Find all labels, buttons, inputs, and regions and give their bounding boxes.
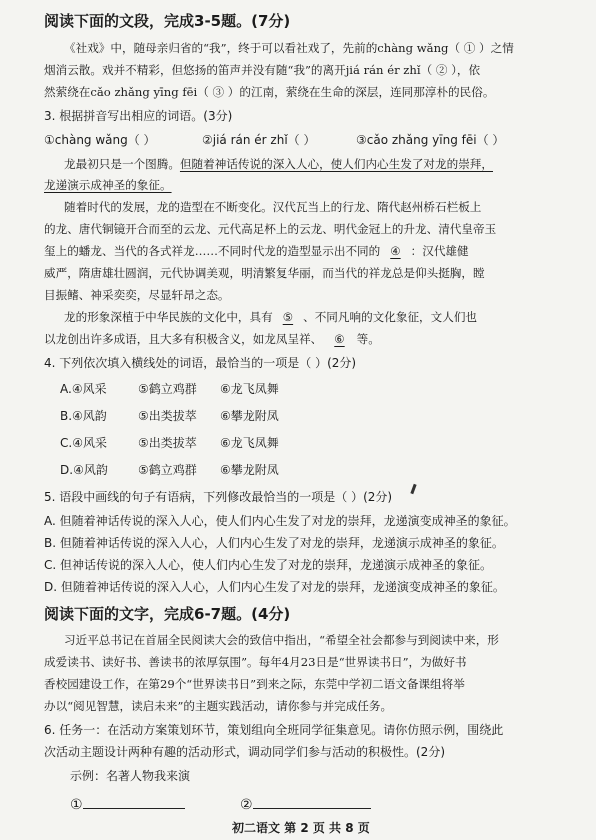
pen-mark [410,484,416,494]
passage3-line: 香校园建设工作，在第29个“世界读书日”到来之际，东莞中学初二语文备课组将举 [44,677,465,691]
q6-example: 示例：名著人物我来演 [70,769,191,783]
passage2-p3-text-b: 、不同凡响的文化象征，文人们也 [303,310,478,324]
option-word-4: ④风韵 [72,409,107,423]
blank-5: ⑤ [282,310,294,324]
q4-option-c-word6: ⑥龙飞凤舞 [220,436,279,450]
q6-answer-1[interactable] [70,796,185,813]
answer-1-line[interactable] [83,796,185,809]
option-word-4: ④风韵 [73,463,108,477]
passage2-p3-text-c: 以龙创出许多成语，且大多有积极含义，如龙凤呈祥、 [44,332,323,346]
passage2-p2-line: 目振鳍、神采奕奕，尽显轩昂之态。 [44,288,230,302]
section1-heading: 阅读下面的文段，完成3-5题。(7分) [44,12,291,30]
question-3-stem: 3. 根据拼音写出相应的词语。(3分) [44,109,233,123]
question-5-stem: 5. 语段中画线的句子有语病，下列修改最恰当的一项是（ ）(2分) [44,490,393,504]
passage2-p2-line: 随着时代的发展，龙的造型在不断变化。汉代瓦当上的行龙、隋代赵州桥石栏板上 [64,200,482,214]
blank-6: ⑥ [334,332,345,346]
option-label: C. [60,436,73,450]
section2-heading: 阅读下面的文字，完成6-7题。(4分) [44,605,291,623]
passage2-p3-line2 [44,331,380,347]
q3-item-2[interactable]: ②jiá rán ér zhǐ（ ） [202,133,316,147]
passage2-p1 [64,156,493,172]
passage3-line: 习近平总书记在首届全民阅读大会的致信中指出，“希望全社会都参与到阅读中来，形 [64,633,499,647]
option-label: D. [60,463,74,477]
passage2-p3-line1 [64,309,477,325]
q4-option-c[interactable] [60,435,107,451]
underlined-sentence-part1: 但随着神话传说的深入人心，使人们内心生发了对龙的崇拜， [179,157,493,171]
passage2-p3-text-a: 龙的形象深植于中华民族的文化中，具有 [64,310,273,324]
option-word-4: ④风采 [72,436,107,450]
passage2-p2-line: 的龙、唐代铜镜开合而至的云龙、元代高足杯上的云龙、明代金冠上的升龙、清代皇帝玉 [44,222,497,236]
q4-option-d-word5: ⑤鹤立鸡群 [138,463,197,477]
q4-option-d[interactable] [60,462,108,478]
passage2-p1-start: 龙最初只是一个图腾。 [64,157,180,171]
q4-option-a-word6: ⑥龙飞凤舞 [220,382,279,396]
q4-option-a[interactable] [60,381,107,397]
q5-option-a[interactable]: A. 但随着神话传说的深入人心，使人们内心生发了对龙的崇拜，龙递演变成神圣的象征。 [44,514,516,528]
q4-option-d-word6: ⑥攀龙附凤 [220,463,279,477]
question-6-stem-line2: 次活动主题设计两种有趣的活动形式，调动同学们参与活动的积极性。(2分) [44,745,446,759]
answer-2-marker: ② [240,797,253,813]
q5-option-b[interactable]: B. 但随着神话传说的深入人心，人们内心生发了对龙的崇拜，龙递演示成神圣的象征。 [44,536,504,550]
passage1-line: 烟消云散。戏并不精彩，但悠扬的笛声并没有随“我”的离开jiá rán ér zhǐ（ ② ），依 [44,63,481,77]
q3-item-3[interactable]: ③cǎo zhǎng yīng fēi（ ） [356,133,505,147]
question-4-stem: 4. 下列依次填入横线处的词语，最恰当的一项是（ ）(2分) [44,356,357,370]
answer-2-line[interactable] [253,796,371,809]
q6-answer-2[interactable] [240,796,371,813]
option-word-4: ④风采 [71,382,107,396]
passage2-p3-text-d: 等。 [356,332,380,346]
passage1-line: 《社戏》中，随母亲归省的“我”，终于可以看社戏了，先前的chàng wǎng（ ① ）之情 [64,41,514,55]
q5-option-c[interactable]: C. 但神话传说的深入人心，使人们内心生发了对龙的崇拜，龙递演示成神圣的象征。 [44,558,493,572]
q4-option-c-word5: ⑤出类拔萃 [138,436,197,450]
q4-option-b-word6: ⑥攀龙附凤 [220,409,279,423]
passage2-p2-line: 威严，隋唐雄壮圆润，元代协调美观，明清繁复华丽，而当代的祥龙总是仰头挺胸，瞠 [44,266,485,280]
option-label: A. [60,382,72,396]
q4-option-a-word5: ⑤鹤立鸡群 [138,382,197,396]
q3-item-1[interactable]: ①chàng wǎng（ ） [44,133,156,147]
passage3-line: 成爱读书、读好书、善读书的浓厚氛围”。每年4月23日是“世界读书日”，为做好书 [44,655,467,669]
passage2-p2-line-blank4 [44,243,469,259]
blank-4: ④ [390,244,401,258]
passage1-line: 然萦绕在cǎo zhǎng yīng fēi（ ③ ）的江南，萦绕在生命的深层，连同那淳朴的民俗。 [44,85,495,99]
underlined-sentence-part2: 龙递演示成神圣的象征。 [44,178,172,192]
q4-option-b[interactable] [60,408,107,424]
passage3-line: 办以“阅见智慧，读启未来”的主题实践活动，请你参与并完成任务。 [44,699,393,713]
q4-option-b-word5: ⑤出类拔萃 [138,409,197,423]
passage2-p2-line3-text: 玺上的蟠龙、当代的各式祥龙……不同时代龙的造型显示出不同的 [44,244,381,258]
q5-option-d[interactable]: D. 但随着神话传说的深入人心，人们内心生发了对龙的崇拜，龙递演变成神圣的象征。 [44,580,505,594]
question-6-stem-line1: 6. 任务一：在活动方案策划环节，策划组向全班同学征集意见。请你仿照示例，围绕此 [44,723,504,737]
passage2-p2-line3-end: ：汉代雄健 [410,244,469,258]
answer-1-marker: ① [70,797,83,813]
page-footer: 初二语文 第 2 页 共 8 页 [232,821,370,835]
option-label: B. [60,409,73,423]
